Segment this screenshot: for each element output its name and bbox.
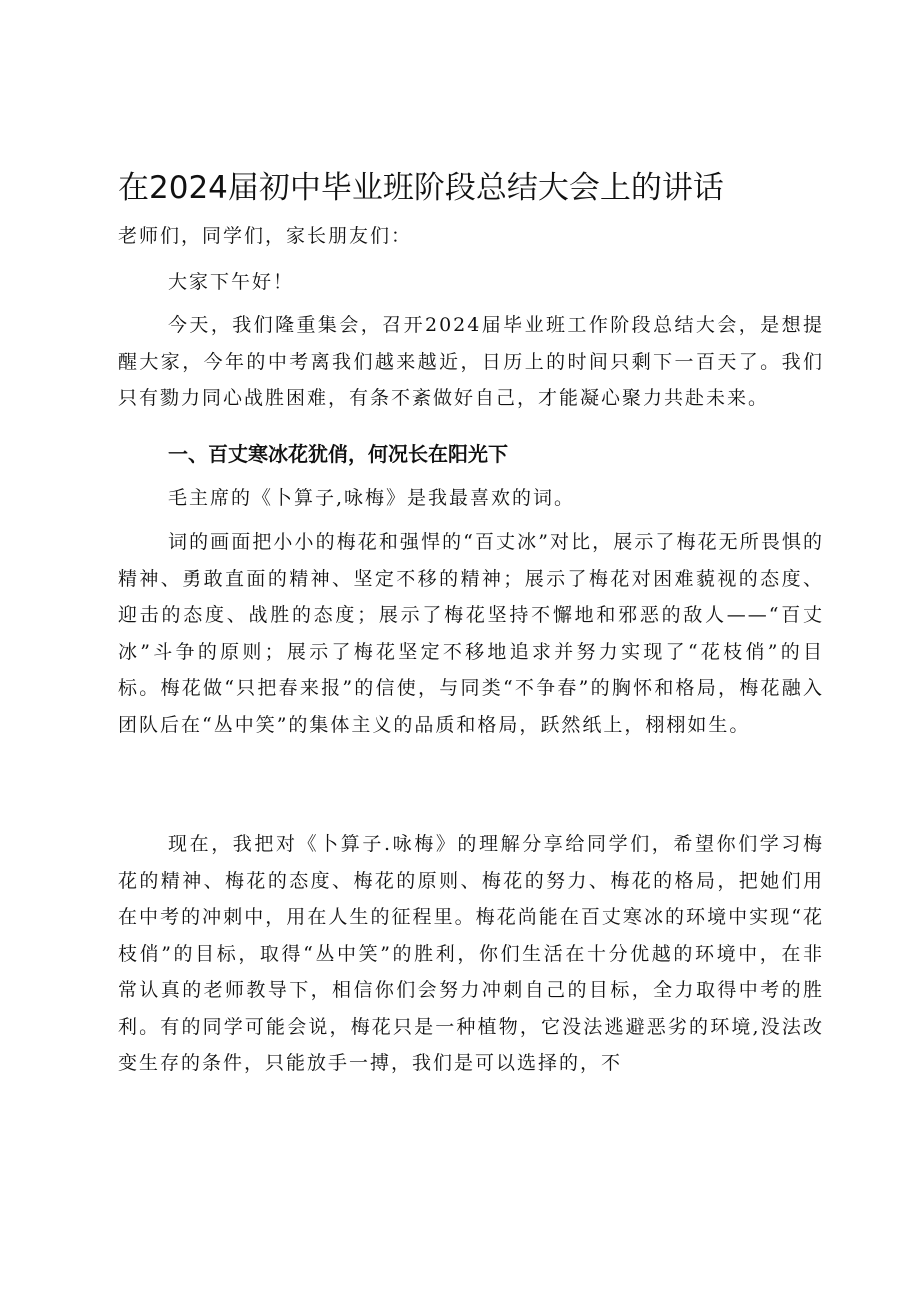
section-heading: 一、百丈寒冰花犹俏，何况长在阳光下 (168, 442, 508, 466)
paragraph-sharing: 现在，我把对《卜算子.咏梅》的理解分享给同学们，希望你们学习梅花的精神、梅花的态度、梅花的原则、梅花的努力、梅花的格局，把她们用在中考的冲刺中，用在人生的征程里。梅花尚能在百丈寒冰的环境中实现“花枝俏”的目标，取得“丛中笑”的胜利，你们生活在十分优越的环境中，在非常认真的老师教导下，相信你们会努力冲刺自己的目标，全力取得中考的胜利。有的同学可能会说，梅花只是一种植物，它没法逃避恶劣的环境,没法改变生存的条件，只能放手一搏，我们是可以选择的，不 (118, 833, 824, 1074)
opening-greeting: 大家下午好！ (168, 271, 295, 293)
salutation: 老师们，同学们，家长朋友们： (118, 225, 413, 247)
paragraph-poem-intro: 毛主席的《卜算子,咏梅》是我最喜欢的词。 (168, 487, 576, 509)
paragraph-introduction: 今天，我们隆重集会，召开2024届毕业班工作阶段总结大会，是想提醒大家，今年的中考离我们越来越近，日历上的时间只剩下一百天了。我们只有勠力同心战胜困难，有条不紊做好自己，才能凝心聚力共赴未来。 (118, 314, 824, 409)
document-title: 在2024届初中毕业班阶段总结大会上的讲话 (118, 170, 724, 206)
paragraph-poem-analysis: 词的画面把小小的梅花和强悍的“百丈冰”对比，展示了梅花无所畏惧的精神、勇敢直面的精神、坚定不移的精神；展示了梅花对困难藐视的态度、迎击的态度、战胜的态度；展示了梅花坚持不懈地和邪恶的敌人——“百丈冰”斗争的原则；展示了梅花坚定不移地追求并努力实现了“花枝俏”的目标。梅花做“只把春来报”的信使，与同类“不争春”的胸怀和格局，梅花融入团队后在“丛中笑”的集体主义的品质和格局，跃然纸上，栩栩如生。 (118, 531, 824, 736)
